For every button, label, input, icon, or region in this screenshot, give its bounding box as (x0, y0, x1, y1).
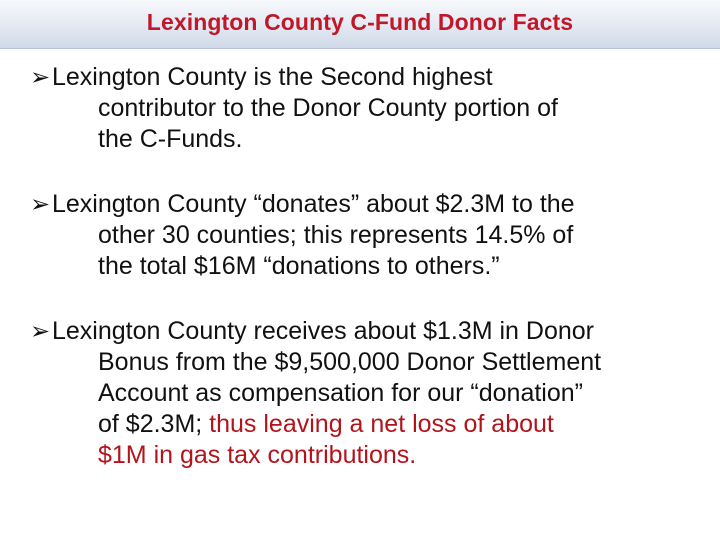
bullet-text-line: the C-Funds. (98, 125, 243, 153)
arrow-bullet-icon: ➢ (30, 191, 51, 218)
bullet-text-line: Account as compensation for our “donation” (98, 379, 583, 407)
arrow-bullet-icon: ➢ (30, 318, 51, 345)
bullet-item (30, 316, 702, 471)
bullet-text-line (52, 409, 702, 440)
bullet-text-line: Lexington County is the Second highest (52, 63, 493, 91)
bullet-item (30, 189, 702, 282)
bullet-text-line: Lexington County receives about $1.3M in Donor (52, 317, 594, 345)
bullet-text-plain: of $2.3M; (98, 410, 210, 438)
bullet-text-emphasis: thus leaving a net loss of about (209, 410, 554, 438)
bullet-text-line: Bonus from the $9,500,000 Donor Settlement (98, 348, 602, 376)
arrow-bullet-icon: ➢ (30, 64, 51, 91)
title-bar (0, 0, 720, 49)
bullet-text-line: Lexington County “donates” about $2.3M to the (52, 190, 575, 218)
slide-title: Lexington County C-Fund Donor Facts (146, 9, 574, 35)
bullet-text-line: the total $16M “donations to others.” (98, 252, 500, 280)
bullet-item (30, 62, 702, 155)
bullet-text-line: contributor to the Donor County portion of (98, 94, 558, 122)
bullet-list (30, 62, 702, 471)
bullet-text-line: other 30 counties; this represents 14.5% of (98, 221, 574, 249)
bullet-text-emphasis: $1M in gas tax contributions. (98, 441, 417, 469)
